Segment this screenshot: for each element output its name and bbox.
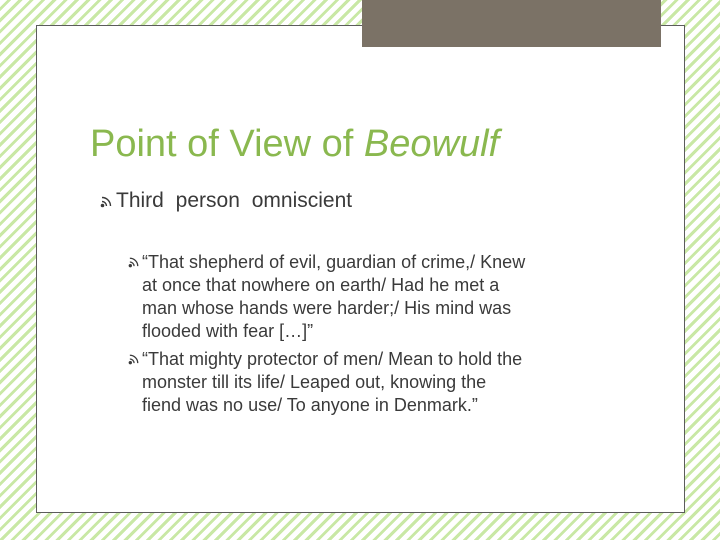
quote-text: [128, 251, 628, 343]
slide-title: [90, 120, 499, 168]
title-italic: Beowulf: [363, 123, 500, 165]
quote-line: flooded with fear […]”: [142, 321, 314, 341]
quote-line: man whose hands were harder;/ His mind was: [142, 298, 512, 318]
top-accent-tab: [362, 0, 661, 47]
quote-text: [128, 348, 628, 417]
signal-arc-bullet-icon: [128, 255, 141, 268]
quote-line: fiend was no use/ To anyone in Denmark.”: [142, 395, 478, 415]
quote-line: “That shepherd of evil, guardian of crime,/ Knew: [142, 252, 526, 272]
sub-bullet-quote-1: [128, 251, 628, 343]
signal-arc-bullet-icon: [100, 194, 114, 208]
bullet-text: Third person omniscient: [116, 189, 353, 212]
signal-arc-bullet-icon: [128, 352, 141, 365]
quote-line: “That mighty protector of men/ Mean to hold the: [142, 349, 523, 369]
bullet-level-1: [100, 188, 660, 214]
title-main: Point of View of: [90, 123, 364, 165]
quote-line: monster till its life/ Leaped out, knowing the: [142, 372, 487, 392]
sub-bullet-quote-2: [128, 348, 628, 417]
quote-line: at once that nowhere on earth/ Had he met a: [142, 275, 500, 295]
